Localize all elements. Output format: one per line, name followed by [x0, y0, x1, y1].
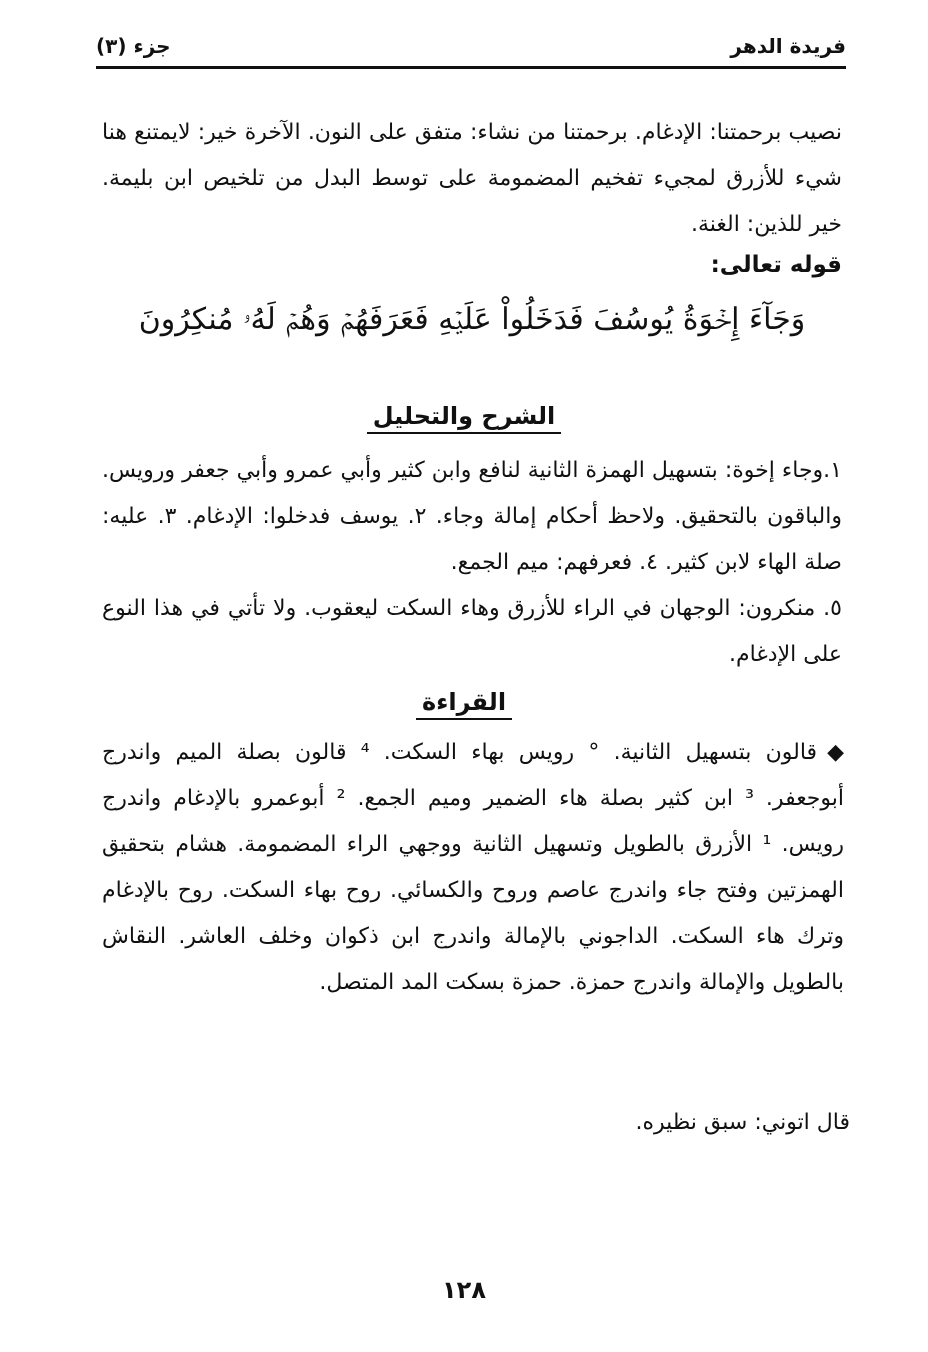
intro-paragraph-block: [102, 110, 842, 248]
book-title: فريدة الدهر: [730, 34, 846, 58]
reading-block: [102, 730, 844, 1006]
explanation-title-text: الشرح والتحليل: [367, 402, 562, 434]
quran-verse: وَجَآءَ إِخۡوَةُ يُوسُفَ فَدَخَلُواْ عَلَيۡهِ فَعَرَفَهُمۡ وَهُمۡ لَهُۥ مُنكِرُونَ: [138, 302, 806, 337]
diamond-bullet-icon: ◆: [827, 740, 844, 765]
reading-title: [0, 688, 928, 720]
reading-text: قالون بتسهيل الثانية. ° رويس بهاء السكت. ⁴ قالون بصلة الميم واندرج أبوجعفر. ³ ابن كثير بصلة هاء الضمير وميم الجمع. ² أبوعمرو بالإدغام واندرج رويس. ¹ الأزرق بالطويل وتسهيل الثانية ووجهي الراء المضمومة. هشام بتحقيق الهمزتين وفتح جاء واندرج عاصم وروح والكسائي. روح بهاء السكت. روح بالإدغام وترك هاء السكت. الداجوني بالإمالة واندرج ابن ذكوان وخلف العاشر. النقاش بالطويل والإمالة واندرج حمزة. حمزة بسكت المد المتصل.: [102, 740, 845, 995]
part-label: جزء (٣): [96, 34, 171, 58]
page-header: [96, 30, 846, 69]
verse-heading: قوله تعالى:: [710, 252, 842, 278]
reading-paragraph: [102, 730, 844, 1006]
page-number: ١٢٨: [442, 1276, 486, 1304]
explanation-block: [102, 448, 842, 678]
explanation-title: [0, 402, 928, 434]
reading-title-text: القراءة: [416, 688, 512, 720]
intro-paragraph: نصيب برحمتنا: الإدغام. برحمتنا من نشاء: متفق على النون. الآخرة خير: لايمتنع هنا شيء للأزرق لمجيء تفخيم المضمومة على توسط البدل من تلخيص ابن بليمة. خير للذين: الغنة.: [102, 120, 842, 237]
explanation-item: ١.وجاء إخوة: بتسهيل الهمزة الثانية لنافع وابن كثير وأبي عمرو وأبي جعفر ورويس. والباقون بالتحقيق. ولاحظ أحكام إمالة وجاء. ٢. يوسف فدخلوا: الإدغام. ٣. عليه: صلة الهاء لابن كثير. ٤. فعرفهم: ميم الجمع.: [102, 458, 842, 575]
explanation-item: ٥. منكرون: الوجهان في الراء للأزرق وهاء السكت ليعقوب. ولا تأتي في هذا النوع على الإدغام.: [102, 596, 842, 667]
footer-note: قال اتوني: سبق نظيره.: [635, 1110, 850, 1135]
